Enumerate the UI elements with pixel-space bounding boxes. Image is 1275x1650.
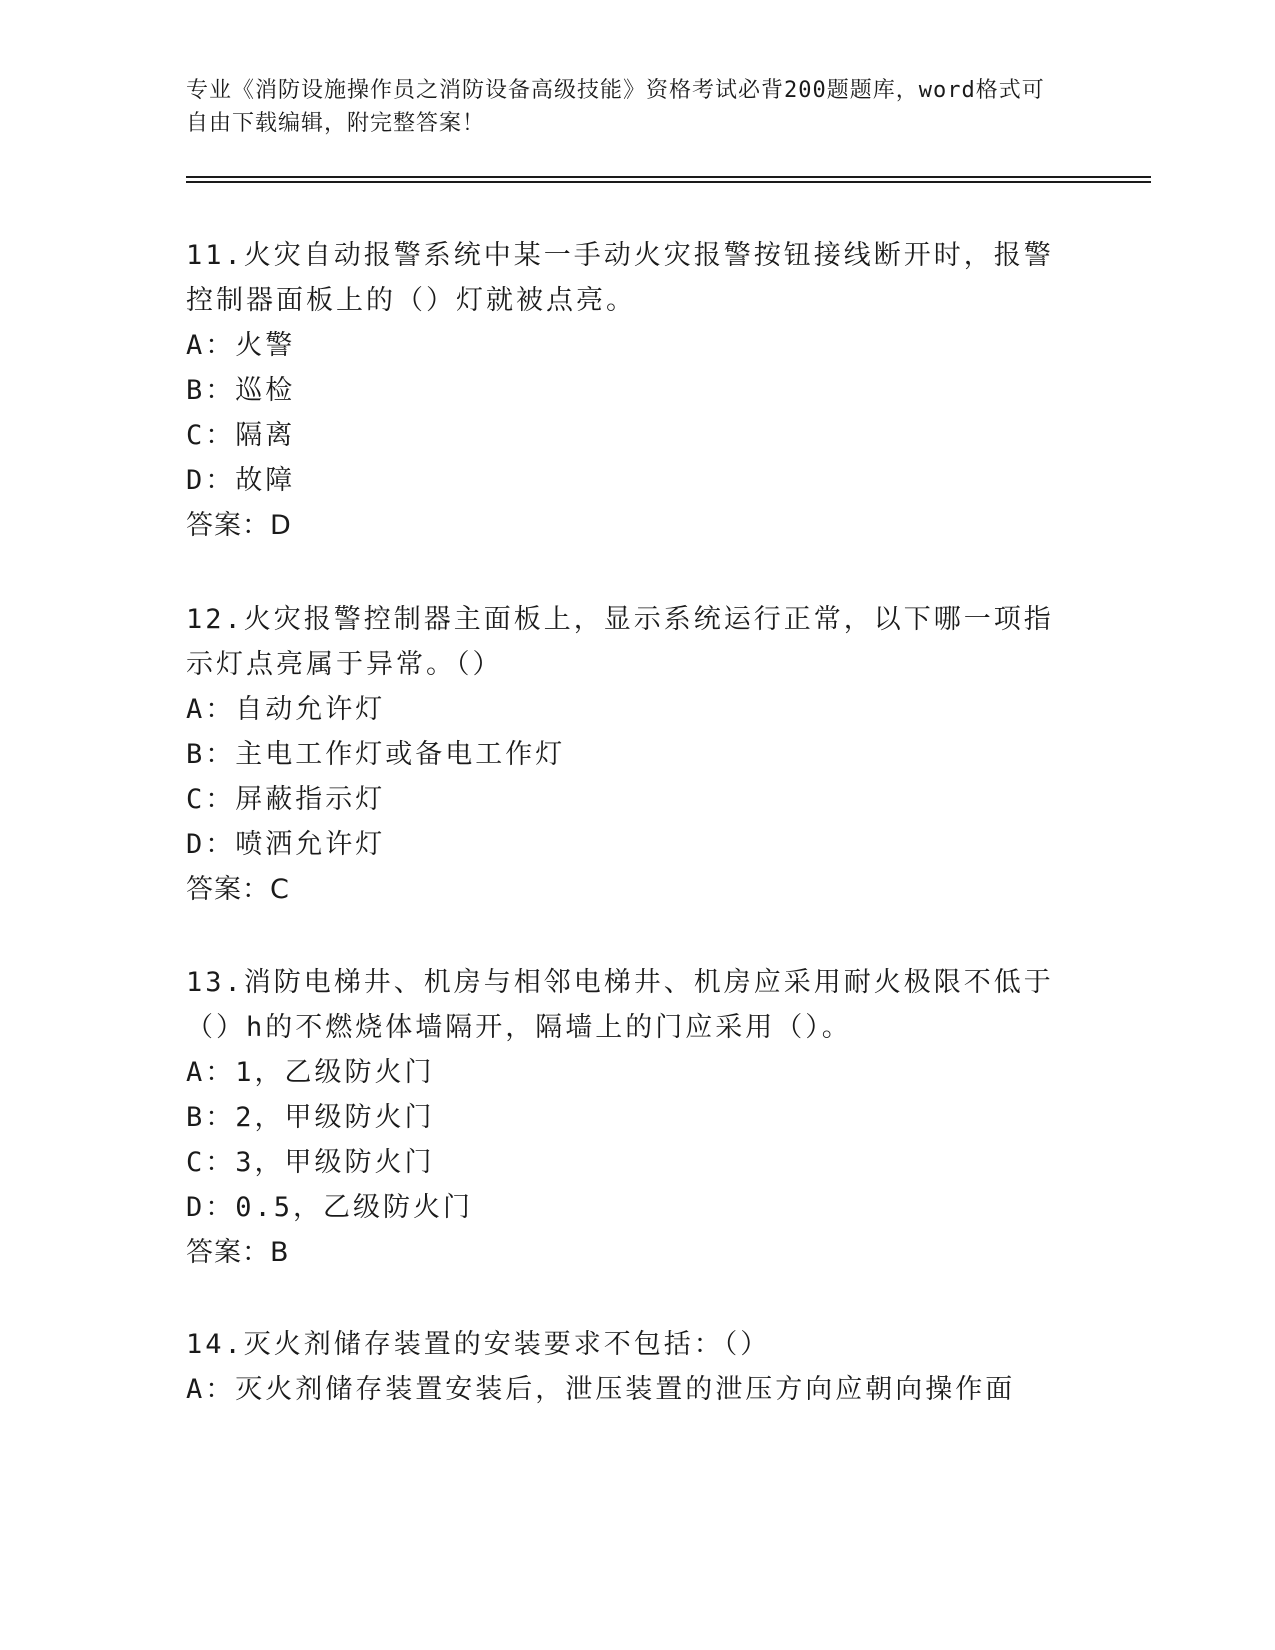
option-c: C：3，甲级防火门 xyxy=(186,1147,435,1178)
question-stem: 13.消防电梯井、机房与相邻电梯井、机房应采用耐火极限不低于（）h的不燃烧体墙隔开，隔墙上的门应采用（）。 xyxy=(186,967,1054,1043)
header-divider-top xyxy=(186,176,1151,178)
option-a: A：1，乙级防火门 xyxy=(186,1057,435,1088)
answer: 答案：D xyxy=(186,510,292,541)
question-11 xyxy=(186,233,1076,548)
option-a: A：自动允许灯 xyxy=(186,694,386,725)
option-b: B：主电工作灯或备电工作灯 xyxy=(186,739,566,770)
option-c: C：隔离 xyxy=(186,420,296,451)
option-a: A：灭火剂储存装置安装后，泄压装置的泄压方向应朝向操作面 xyxy=(186,1374,1016,1405)
document-header: 专业《消防设施操作员之消防设备高级技能》资格考试必背200题题库，word格式可自由下载编辑，附完整答案！ xyxy=(186,78,1045,136)
header-divider-bottom xyxy=(186,181,1151,183)
answer: 答案：B xyxy=(186,1237,290,1268)
option-c: C：屏蔽指示灯 xyxy=(186,784,386,815)
option-d: D：喷洒允许灯 xyxy=(186,829,386,860)
question-12 xyxy=(186,597,1076,912)
option-a: A：火警 xyxy=(186,330,296,361)
option-d: D：0.5，乙级防火门 xyxy=(186,1192,474,1223)
question-stem: 14.灭火剂储存装置的安装要求不包括：（） xyxy=(186,1329,771,1360)
option-d: D：故障 xyxy=(186,465,296,496)
question-14 xyxy=(186,1322,1076,1412)
question-stem: 12.火灾报警控制器主面板上，显示系统运行正常，以下哪一项指示灯点亮属于异常。（） xyxy=(186,604,1054,680)
answer: 答案：C xyxy=(186,874,290,905)
option-b: B：巡检 xyxy=(186,375,296,406)
option-b: B：2，甲级防火门 xyxy=(186,1102,435,1133)
question-13 xyxy=(186,960,1076,1275)
question-stem: 11.火灾自动报警系统中某一手动火灾报警按钮接线断开时，报警控制器面板上的（）灯就被点亮。 xyxy=(186,240,1054,316)
